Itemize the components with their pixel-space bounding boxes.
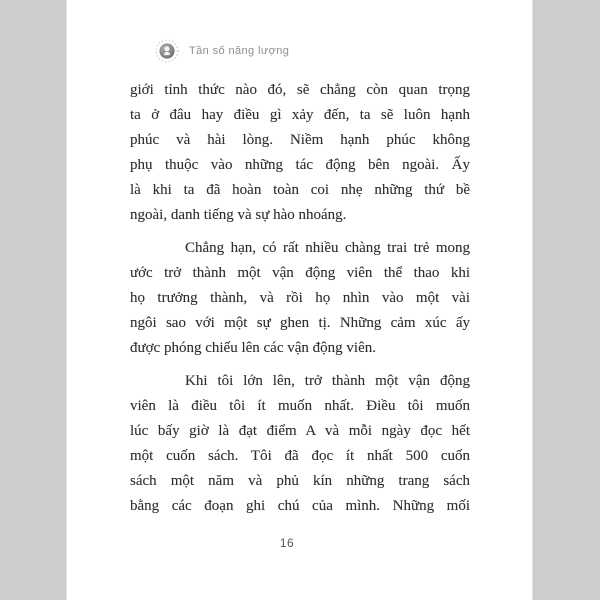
text-line: lúc bấy giờ là đạt điểm A và mỗi ngày đọc hết: [130, 423, 470, 439]
text-line: viên là điều tôi ít muốn nhất. Điều tôi muốn: [130, 398, 470, 414]
text-line: được phóng chiếu lên các vận động viên.: [130, 340, 376, 356]
text-line: ngoài, danh tiếng và sự hào nhoáng.: [130, 207, 347, 223]
paragraph: [130, 236, 470, 361]
text-line: một cuốn sách. Tôi đã đọc ít nhất 500 cuốn: [130, 448, 470, 464]
page-number: 16: [279, 536, 295, 550]
text-line: giới tỉnh thức nào đó, sẽ chẳng còn quan trọng: [130, 82, 470, 98]
page-body: [130, 78, 470, 527]
text-line: phúc và hài lòng. Niềm hạnh phúc không: [130, 132, 470, 148]
text-line: bằng các đoạn ghi chú của mình. Những mối: [130, 498, 470, 514]
text-line: là khi ta đã hoàn toàn coi nhẹ những thứ bề: [130, 182, 470, 198]
text-line: phụ thuộc vào những tác động bên ngoài. Ấy: [130, 157, 470, 173]
text-line: ước trở thành một vận động viên thể thao khi: [130, 265, 470, 281]
mind-energy-icon: [155, 39, 179, 63]
paragraph: [130, 78, 470, 228]
paragraph: [130, 369, 470, 519]
text-line: ngôi sao với một sự ghen tị. Những cảm xúc ấy: [130, 315, 470, 331]
text-line: họ trưởng thành, và rồi họ nhìn vào một vài: [130, 290, 470, 306]
text-line: ta ở đâu hay điều gì xảy đến, ta sẽ luôn hạnh: [130, 107, 470, 123]
running-header: [155, 39, 289, 63]
book-title: Tần số năng lượng: [189, 45, 290, 57]
text-line: sách một năm và phủ kín những trang sách: [130, 473, 470, 489]
text-line: Chẳng hạn, có rất nhiều chàng trai trẻ mong: [185, 240, 470, 256]
text-line: Khi tôi lớn lên, trở thành một vận động: [185, 373, 470, 389]
book-page: [67, 0, 532, 600]
